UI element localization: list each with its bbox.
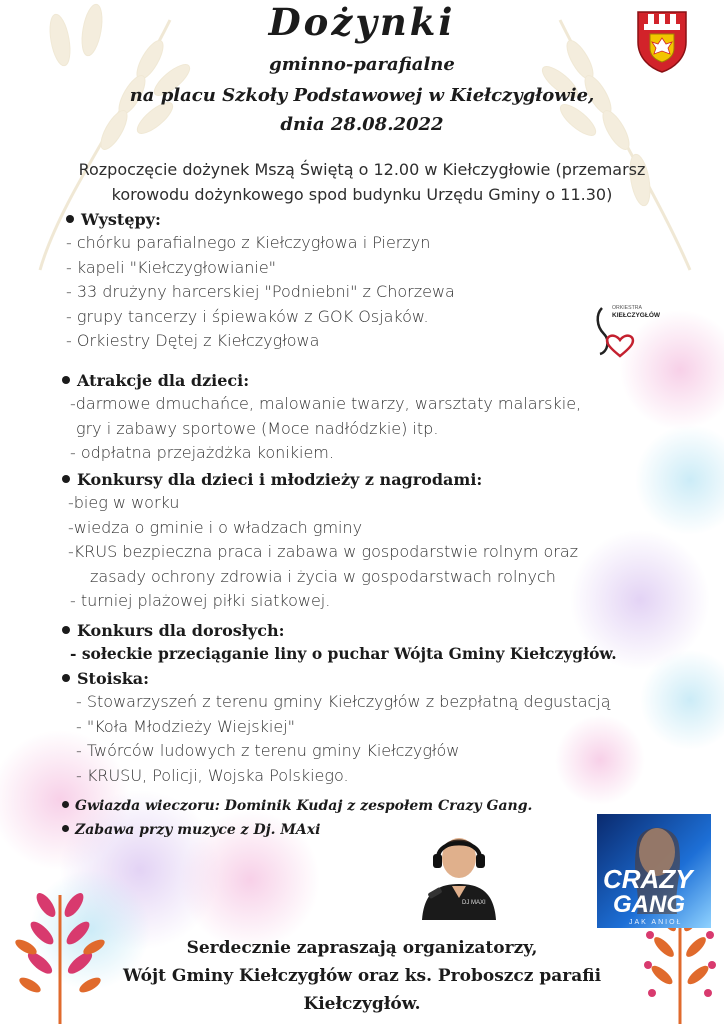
orchestra-name: KIEŁCZYGŁÓW — [612, 312, 661, 319]
dj-shirt-label: DJ MAXI — [462, 900, 486, 906]
list-item: zasady ochrony zdrowia i życia w gospodarstwach rolnych — [90, 566, 556, 586]
bullet-icon — [62, 475, 70, 483]
footer-invitation — [80, 934, 644, 1018]
list-item: - "Koła Młodzieży Wiejskiej" — [76, 716, 295, 736]
list-item: - sołeckie przeciąganie liny o puchar Wójta Gminy Kiełczygłów. — [70, 644, 617, 663]
section-stands — [0, 668, 724, 788]
list-item: - kapeli "Kiełczygłowianie" — [66, 257, 277, 277]
bullet-icon — [62, 674, 70, 682]
bullet-icon — [62, 626, 70, 634]
bullet-icon — [62, 801, 69, 808]
section-adult-contest — [0, 620, 724, 666]
star-line: Gwiazda wieczoru: Dominik Kudaj z zespołem Crazy Gang. — [0, 794, 724, 818]
list-item: - Orkiestry Dętej z Kiełczygłowa — [66, 331, 320, 350]
intro-line: Rozpoczęcie dożynek Mszą Świętą o 12.00 w Kiełczygłowie (przemarsz — [78, 160, 646, 179]
list-item: - chórku parafialnego z Kiełczygłowa i Pierzyn — [66, 233, 431, 252]
dj-line: Zabawa przy muzyce z Dj. MAxi — [0, 818, 724, 842]
footer-line: Serdecznie zapraszają organizatorzy, — [186, 938, 538, 958]
crazy-gang-album-cover — [597, 814, 711, 928]
bullet-icon — [66, 215, 74, 223]
list-item: -bieg w worku — [68, 493, 180, 512]
intro-text — [18, 157, 706, 207]
list-item: -darmowe dmuchańce, malowanie twarzy, warsztaty malarskie, — [70, 394, 582, 413]
bullet-icon — [62, 376, 70, 384]
dj-photo — [414, 828, 504, 920]
bullet-icon — [62, 825, 69, 832]
album-text-subtitle: JAK ANIOŁ — [629, 919, 683, 926]
list-item: - KRUSU, Policji, Wojska Polskiego. — [76, 765, 349, 785]
footer-line: Kiełczygłów. — [303, 994, 421, 1014]
section-heading: Konkurs dla dorosłych: — [0, 620, 724, 642]
heart-icon — [607, 336, 633, 356]
orchestra-label: ORKIESTRA — [612, 305, 642, 311]
intro-line: korowodu dożynkowego spod budynku Urzędu Gminy o 11.30) — [111, 185, 613, 204]
list-item: gry i zabawy sportowe (Moce nadłódzkie) itp. — [76, 418, 439, 438]
list-item: - grupy tancerzy i śpiewaków z GOK Osjaków. — [66, 306, 429, 326]
footer-line: Wójt Gminy Kiełczygłów oraz ks. Proboszcz parafii — [122, 966, 602, 986]
coat-of-arms-icon — [628, 8, 696, 74]
orchestra-logo — [590, 300, 662, 362]
list-item: - 33 drużyny harcerskiej "Podniebni" z Chorzewa — [66, 282, 455, 301]
section-heading: Występy: — [0, 209, 724, 231]
album-text-crazy: CRAZY — [603, 864, 693, 894]
section-heading: Konkursy dla dzieci i młodzieży z nagrodami: — [0, 469, 724, 491]
section-heading: Stoiska: — [0, 668, 724, 690]
list-item: - Twórców ludowych z terenu gminy Kiełczygłów — [76, 741, 460, 760]
list-item: - odpłatna przejażdżka konikiem. — [70, 443, 334, 462]
section-youth-contests — [0, 469, 724, 614]
section-heading: Atrakcje dla dzieci: — [0, 370, 724, 392]
treble-clef-icon — [598, 308, 608, 354]
subtitle-place: na placu Szkoły Podstawowej w Kiełczygłowie, — [129, 85, 595, 106]
subtitle-date: dnia 28.08.2022 — [280, 114, 444, 135]
list-item: -KRUS bezpieczna praca i zabawa w gospodarstwie rolnym oraz — [68, 542, 579, 561]
list-item: - Stowarzyszeń z terenu gminy Kiełczygłów z bezpłatną degustacją — [76, 692, 611, 711]
poster-title: Dożynki — [268, 0, 456, 44]
section-kids-attractions — [0, 370, 724, 466]
subtitle-type: gminno-parafialne — [269, 54, 455, 75]
list-item: -wiedza o gminie i o władzach gminy — [68, 517, 363, 537]
album-text-gang: GANG — [613, 891, 685, 918]
list-item: - turniej plażowej piłki siatkowej. — [70, 591, 331, 610]
